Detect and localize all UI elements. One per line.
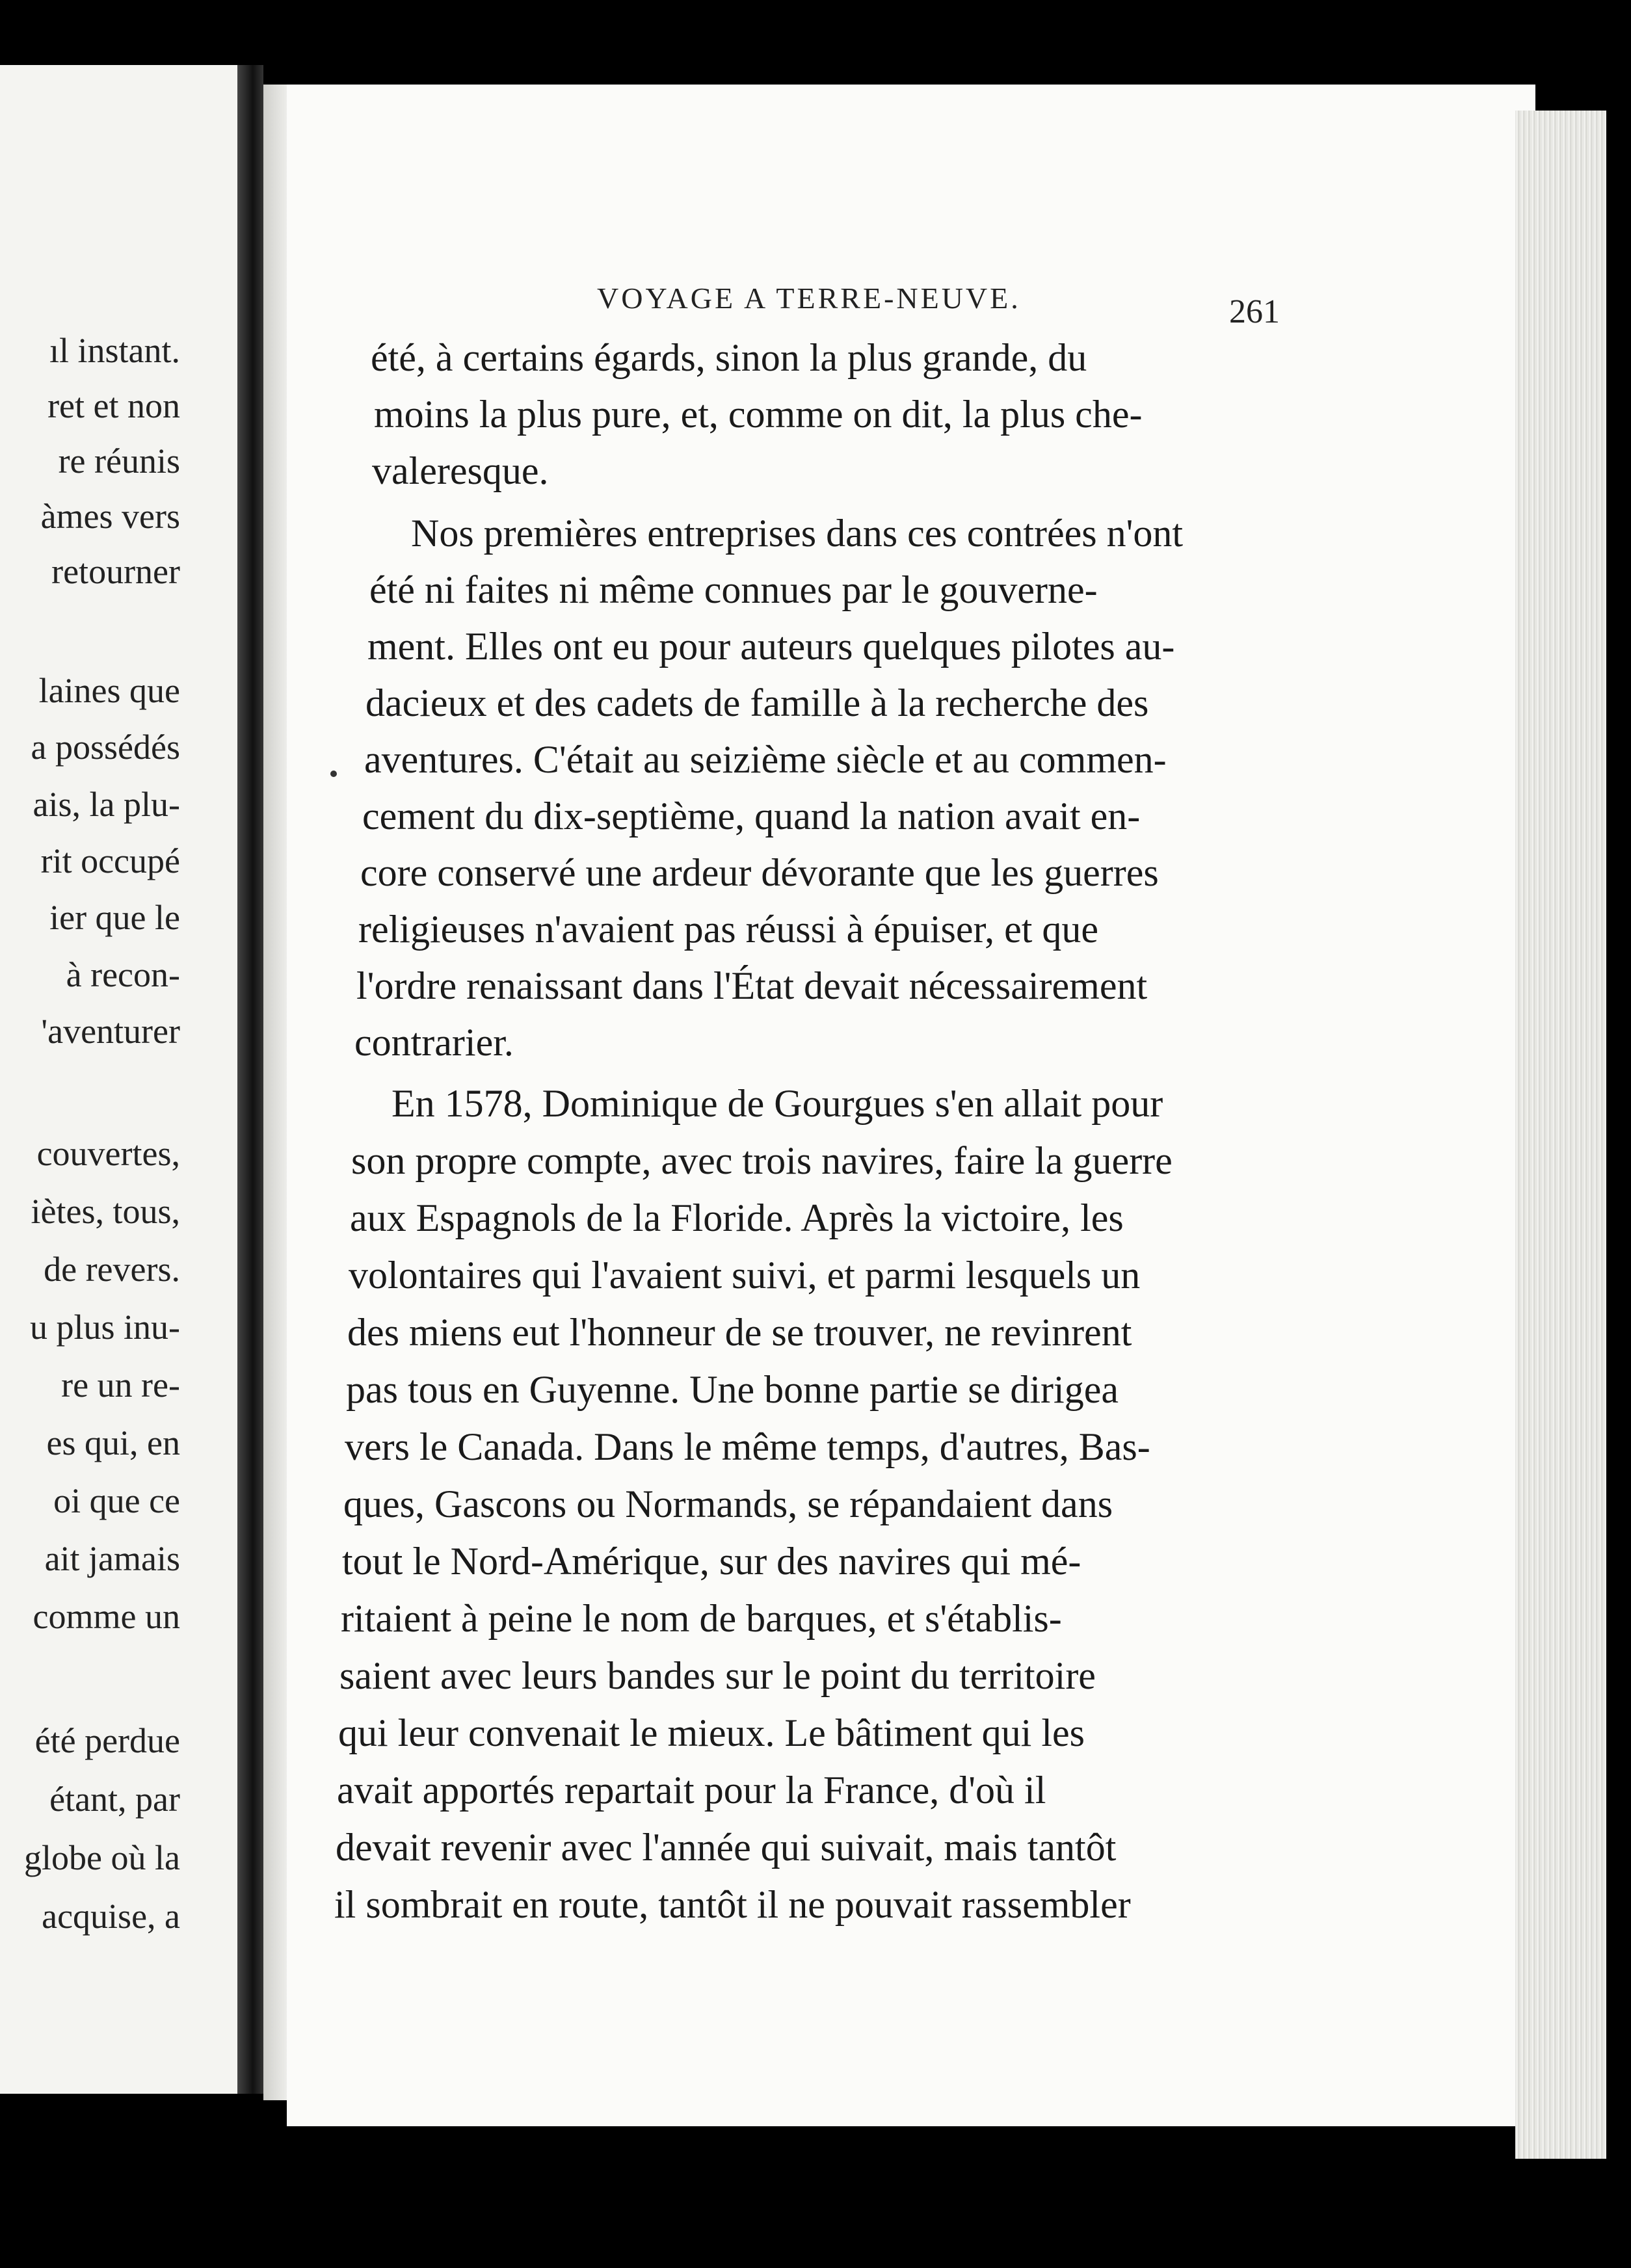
left-page-line: iètes, tous, xyxy=(31,1192,180,1231)
text-line: qui leur convenait le mieux. Le bâtiment qui les xyxy=(338,1711,1085,1754)
left-page-line: re un re- xyxy=(61,1365,180,1404)
left-page-line: ait jamais xyxy=(44,1539,180,1578)
left-page-line: a possédés xyxy=(31,728,180,767)
text-line: avait apportés repartait pour la France, d'où il xyxy=(337,1769,1046,1812)
text-line: contrarier. xyxy=(354,1021,514,1064)
page-edge xyxy=(1515,111,1606,2159)
text-line: core conservé une ardeur dévorante que les guerres xyxy=(360,851,1159,894)
text-line: En 1578, Dominique de Gourgues s'en allait pour xyxy=(391,1082,1163,1125)
left-page-line: à recon- xyxy=(66,955,180,994)
left-page-line: u plus inu- xyxy=(29,1308,180,1347)
text-line: pas tous en Guyenne. Une bonne partie se dirigea xyxy=(346,1368,1119,1411)
text-line: cement du dix-septième, quand la nation avait en- xyxy=(362,795,1141,837)
text-line: tout le Nord-Amérique, sur des navires qui mé- xyxy=(342,1540,1081,1583)
left-page-line: couvertes, xyxy=(36,1134,180,1173)
text-line: saient avec leurs bandes sur le point du territoire xyxy=(339,1654,1096,1697)
page-number: 261 xyxy=(1229,293,1280,330)
text-line: moins la plus pure, et, comme on dit, la plus che- xyxy=(374,393,1143,436)
text-line: ques, Gascons ou Normands, se répandaient dans xyxy=(343,1483,1113,1525)
text-line: dacieux et des cadets de famille à la recherche des xyxy=(365,681,1149,724)
left-page-line: oi que ce xyxy=(53,1481,180,1520)
left-page-line: globe où la xyxy=(24,1838,180,1877)
ink-speck xyxy=(330,771,337,777)
left-page-line: étant, par xyxy=(49,1780,180,1819)
left-page-line: ier que le xyxy=(49,898,180,937)
text-line: volontaires qui l'avaient suivi, et parmi lesquels un xyxy=(349,1254,1141,1297)
text-line: vers le Canada. Dans le même temps, d'autres, Bas- xyxy=(345,1425,1150,1468)
running-head: VOYAGE A TERRE-NEUVE. xyxy=(597,282,1021,315)
left-page-line: retourner xyxy=(51,552,180,591)
text-line: Nos premières entreprises dans ces contrées n'ont xyxy=(411,512,1184,555)
left-page-line: ıl instant. xyxy=(49,331,180,370)
book-spine xyxy=(237,65,263,2094)
left-page-line: été perdue xyxy=(34,1721,180,1760)
text-line: ment. Elles ont eu pour auteurs quelques pilotes au- xyxy=(367,625,1175,668)
left-page-line: es qui, en xyxy=(46,1423,180,1462)
text-line: son propre compte, avec trois navires, faire la guerre xyxy=(351,1139,1173,1182)
left-page-line: 'aventurer xyxy=(41,1012,180,1051)
left-page-line: rit occupé xyxy=(40,841,180,880)
text-line: l'ordre renaissant dans l'État devait nécessairement xyxy=(356,964,1148,1007)
left-page-line: de revers. xyxy=(44,1250,180,1289)
left-page-line: comme un xyxy=(33,1597,180,1636)
text-line: aventures. C'était au seizième siècle et au commen- xyxy=(364,738,1167,781)
left-page-line: re réunis xyxy=(58,442,180,481)
left-page-line: acquise, a xyxy=(42,1897,180,1936)
text-line: aux Espagnols de la Floride. Après la victoire, les xyxy=(350,1196,1124,1239)
text-line: des miens eut l'honneur de se trouver, ne revinrent xyxy=(347,1311,1132,1354)
text-line: valeresque. xyxy=(372,449,549,492)
left-page xyxy=(0,65,237,2094)
left-page-line: àmes vers xyxy=(40,497,180,536)
left-page-line: laines que xyxy=(38,671,180,710)
gutter-shadow xyxy=(263,85,287,2100)
text-line: devait revenir avec l'année qui suivait, mais tantôt xyxy=(336,1826,1117,1869)
text-line: été ni faites ni même connues par le gouverne- xyxy=(369,568,1098,611)
left-page-line: ais, la plu- xyxy=(33,785,180,824)
text-line: été, à certains égards, sinon la plus grande, du xyxy=(371,336,1087,379)
text-line: ritaient à peine le nom de barques, et s'établis- xyxy=(341,1597,1062,1640)
left-page-line: ret et non xyxy=(47,386,180,425)
text-line: il sombrait en route, tantôt il ne pouvait rassembler xyxy=(334,1883,1131,1926)
text-line: religieuses n'avaient pas réussi à épuiser, et que xyxy=(358,908,1099,951)
